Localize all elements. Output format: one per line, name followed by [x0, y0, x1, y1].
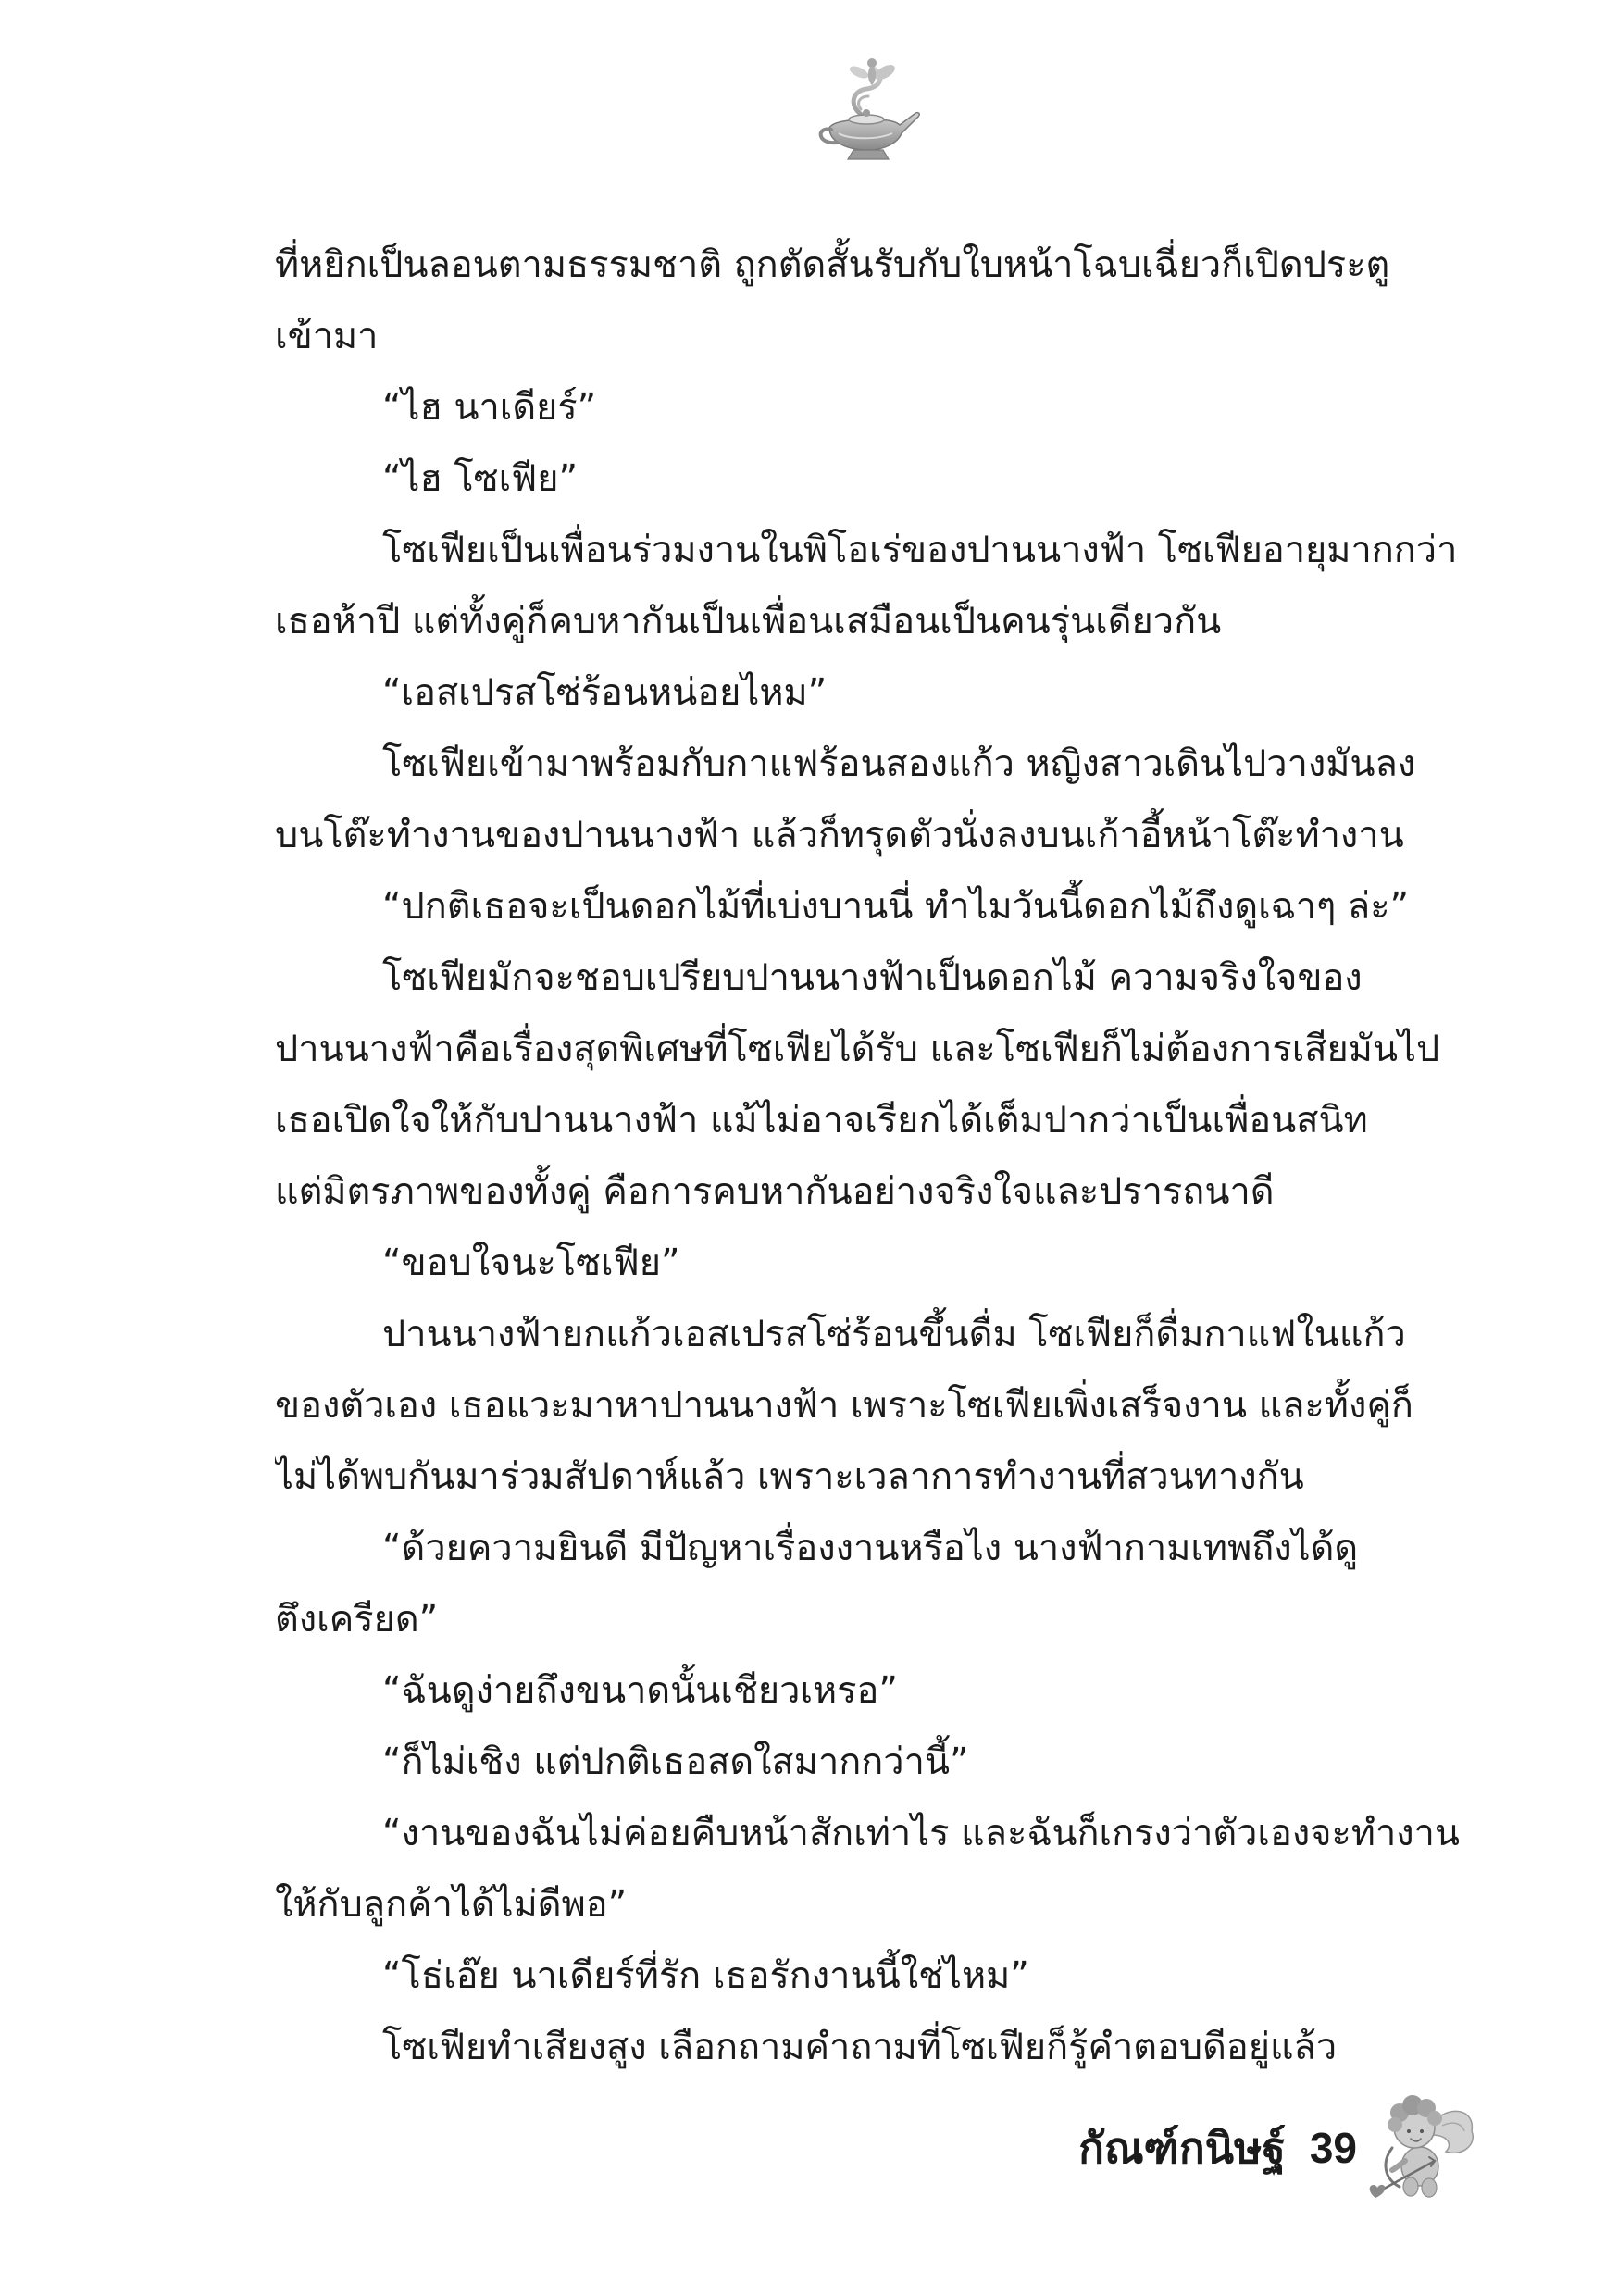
dialogue-line: ตึงเครียด” — [275, 1598, 439, 1641]
text-line: ไม่ได้พบกันมาร่วมสัปดาห์แล้ว เพราะเวลาการทำงานที่สวนทางกัน — [275, 1455, 1304, 1498]
running-title: กัณฑ์กนิษฐ์ — [1078, 2123, 1286, 2172]
paragraph — [275, 1228, 1471, 1299]
paragraph — [275, 1655, 1471, 1727]
paragraph — [275, 942, 1471, 1228]
page-number: 39 — [1309, 2124, 1357, 2172]
text-line: เข้ามา — [275, 315, 379, 357]
dialogue-line: ให้กับลูกค้าได้ไม่ดีพอ” — [275, 1883, 628, 1926]
cupid-icon — [1364, 2083, 1477, 2209]
paragraph — [275, 1513, 1471, 1655]
dialogue-line: “ไฮ โซเฟีย” — [382, 457, 579, 500]
paragraph — [275, 230, 1471, 372]
dialogue-line: “ก็ไม่เชิง แต่ปกติเธอสดใสมากกว่านี้” — [382, 1741, 969, 1783]
dialogue-line: “เอสเปรสโซ่ร้อนหน่อยไหม” — [382, 671, 828, 714]
paragraph — [275, 1299, 1471, 1513]
text-line: ปานนางฟ้าคือเรื่องสุดพิเศษที่โซเฟียได้รับ และโซเฟียก็ไม่ต้องการเสียมันไป — [275, 1028, 1440, 1070]
dialogue-line: “ฉันดูง่ายถึงขนาดนั้นเชียวเหรอ” — [382, 1669, 898, 1712]
dialogue-line: “ไฮ นาเดียร์” — [382, 386, 597, 429]
paragraph — [275, 657, 1471, 729]
genie-lamp-icon — [811, 54, 926, 168]
text-line: เธอห้าปี แต่ทั้งคู่ก็คบหากันเป็นเพื่อนเสมือนเป็นคนรุ่นเดียวกัน — [275, 600, 1222, 643]
paragraph — [275, 729, 1471, 871]
paragraph — [275, 1727, 1471, 1798]
text-line: บนโต๊ะทำงานของปานนางฟ้า แล้วก็ทรุดตัวนั่งลงบนเก้าอี้หน้าโต๊ะทำงาน — [275, 814, 1404, 856]
dialogue-line: “ปกติเธอจะเป็นดอกไม้ที่เบ่งบานนี่ ทำไมวันนี้ดอกไม้ถึงดูเฉาๆ ล่ะ” — [382, 885, 1410, 928]
text-line: โซเฟียทำเสียงสูง เลือกถามคำถามที่โซเฟียก็รู้คำตอบดีอยู่แล้ว — [382, 2026, 1338, 2068]
text-line: โซเฟียเป็นเพื่อนร่วมงานในพิโอเร่ของปานนางฟ้า โซเฟียอายุมากกว่า — [382, 529, 1458, 571]
paragraph — [275, 1798, 1471, 1940]
paragraph — [275, 372, 1471, 443]
paragraph — [275, 443, 1471, 515]
paragraph — [275, 2012, 1471, 2083]
text-line: ที่หยิกเป็นลอนตามธรรมชาติ ถูกตัดสั้นรับกับใบหน้าโฉบเฉี่ยวก็เปิดประตู — [275, 243, 1390, 286]
text-line: ปานนางฟ้ายกแก้วเอสเปรสโซ่ร้อนขึ้นดื่ม โซเฟียก็ดื่มกาแฟในแก้ว — [382, 1313, 1406, 1355]
text-line: โซเฟียเข้ามาพร้อมกับกาแฟร้อนสองแก้ว หญิงสาวเดินไปวางมันลง — [382, 742, 1416, 785]
dialogue-line: “โธ่เอ๊ย นาเดียร์ที่รัก เธอรักงานนี้ใช่ไหม” — [382, 1954, 1029, 1997]
text-line: ของตัวเอง เธอแวะมาหาปานนางฟ้า เพราะโซเฟียเพิ่งเสร็จงาน และทั้งคู่ก็ — [275, 1384, 1413, 1427]
dialogue-line: “ขอบใจนะโซเฟีย” — [382, 1242, 680, 1284]
text-line: แต่มิตรภาพของทั้งคู่ คือการคบหากันอย่างจริงใจและปรารถนาดี — [275, 1170, 1275, 1213]
paragraph — [275, 871, 1471, 942]
paragraph — [275, 515, 1471, 657]
text-line: โซเฟียมักจะชอบเปรียบปานนางฟ้าเป็นดอกไม้ ความจริงใจของ — [382, 956, 1363, 999]
dialogue-line: “ด้วยความยินดี มีปัญหาเรื่องงานหรือไง นางฟ้ากามเทพถึงได้ดู — [382, 1527, 1359, 1569]
page-footer — [1078, 2115, 1357, 2181]
paragraph — [275, 1940, 1471, 2012]
text-line: เธอเปิดใจให้กับปานนางฟ้า แม้ไม่อาจเรียกได้เต็มปากว่าเป็นเพื่อนสนิท — [275, 1099, 1368, 1142]
dialogue-line: “งานของฉันไม่ค่อยคืบหน้าสักเท่าไร และฉันก็เกรงว่าตัวเองจะทำงาน — [382, 1812, 1461, 1854]
body-text — [275, 230, 1471, 2083]
